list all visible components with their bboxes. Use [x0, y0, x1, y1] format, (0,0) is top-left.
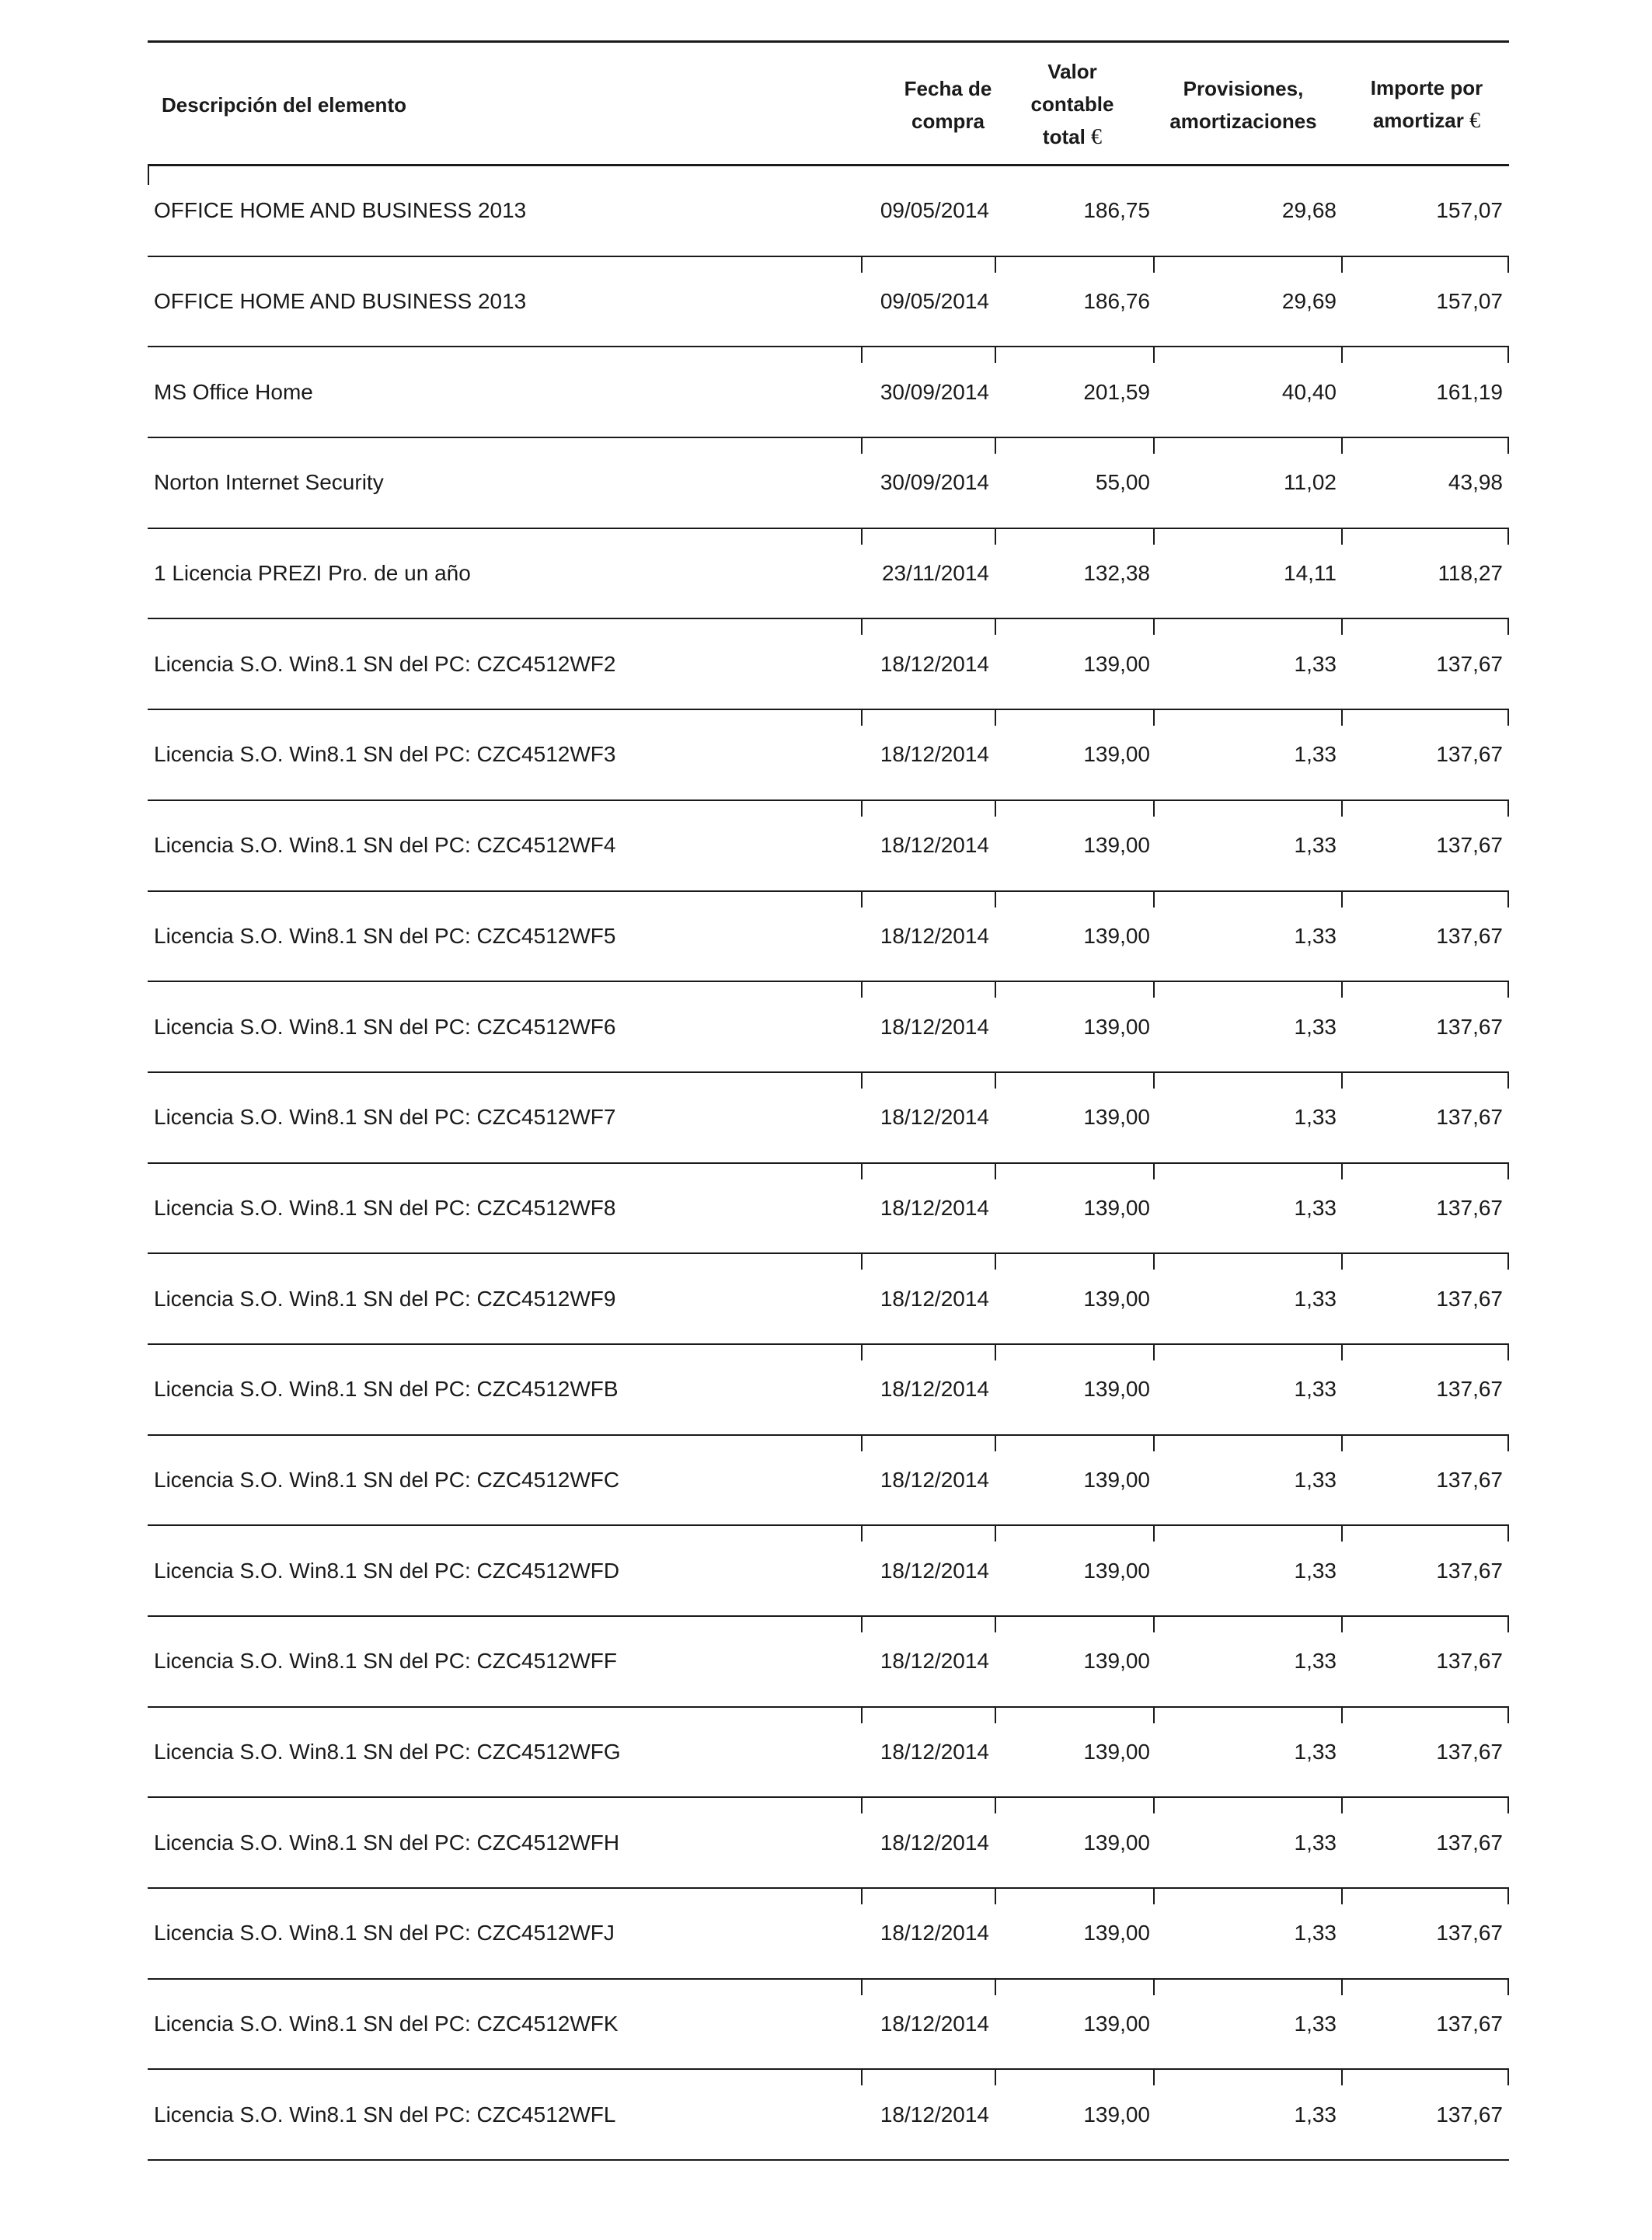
cell-pending: 137,67 — [1436, 1467, 1503, 1492]
cell-book-value: 139,00 — [1083, 2102, 1150, 2127]
cell-pending: 137,67 — [1436, 1830, 1503, 1855]
column-tick — [861, 1254, 863, 1270]
column-tick — [1153, 347, 1155, 363]
column-tick — [1153, 1164, 1155, 1179]
column-tick — [1153, 1708, 1155, 1723]
cell-description: Licencia S.O. Win8.1 SN del PC: CZC4512WFH — [154, 1830, 620, 1855]
column-tick — [1153, 982, 1155, 998]
cell-book-value: 139,00 — [1083, 1014, 1150, 1039]
cell-pending: 137,67 — [1436, 1649, 1503, 1674]
asset-table — [148, 40, 1509, 2161]
cell-purchase-date: 18/12/2014 — [880, 2102, 989, 2127]
table-row — [148, 1798, 1509, 1889]
cell-description: OFFICE HOME AND BUSINESS 2013 — [154, 289, 527, 314]
column-tick — [1341, 892, 1343, 907]
column-tick — [1341, 438, 1343, 454]
column-tick — [1153, 1526, 1155, 1542]
column-tick — [861, 257, 863, 273]
header-purchase-date: Fecha de compra — [904, 76, 992, 133]
column-tick — [1341, 1073, 1343, 1089]
cell-description: Licencia S.O. Win8.1 SN del PC: CZC4512WFG — [154, 1740, 621, 1764]
cell-provisions: 1,33 — [1294, 1105, 1337, 1130]
column-tick — [1507, 801, 1509, 817]
cell-purchase-date: 18/12/2014 — [880, 1558, 989, 1583]
table-row — [148, 619, 1509, 710]
column-tick — [1153, 619, 1155, 635]
cell-purchase-date: 09/05/2014 — [880, 289, 989, 314]
cell-purchase-date: 18/12/2014 — [880, 1195, 989, 1220]
header-book-value: Valor contable total € — [1030, 60, 1114, 149]
column-tick — [1341, 347, 1343, 363]
table-row — [148, 892, 1509, 983]
column-tick — [995, 1617, 996, 1632]
column-tick — [1341, 619, 1343, 635]
cell-purchase-date: 18/12/2014 — [880, 1014, 989, 1039]
cell-book-value: 139,00 — [1083, 1467, 1150, 1492]
cell-description: 1 Licencia PREZI Pro. de un año — [154, 561, 471, 586]
table-row — [148, 347, 1509, 438]
column-tick — [1507, 1798, 1509, 1813]
column-tick — [861, 1164, 863, 1179]
column-tick — [1341, 2070, 1343, 2085]
cell-book-value: 139,00 — [1083, 1649, 1150, 1674]
column-tick — [861, 438, 863, 454]
column-tick — [861, 1889, 863, 1904]
column-tick — [1507, 1254, 1509, 1270]
cell-purchase-date: 18/12/2014 — [880, 1105, 989, 1130]
column-tick — [861, 2070, 863, 2085]
cell-provisions: 40,40 — [1281, 379, 1337, 404]
column-tick — [995, 1254, 996, 1270]
cell-purchase-date: 18/12/2014 — [880, 1740, 989, 1764]
column-tick — [1341, 1526, 1343, 1542]
cell-description: MS Office Home — [154, 379, 313, 404]
cell-description: Licencia S.O. Win8.1 SN del PC: CZC4512WFB — [154, 1377, 619, 1402]
column-tick — [861, 1073, 863, 1089]
cell-pending: 43,98 — [1448, 470, 1503, 495]
table-row — [148, 2070, 1509, 2161]
column-tick — [1507, 1617, 1509, 1632]
column-tick — [1507, 982, 1509, 998]
cell-purchase-date: 09/05/2014 — [880, 198, 989, 223]
column-tick — [861, 1980, 863, 1995]
euro-symbol: € — [1091, 125, 1103, 149]
table-body — [148, 166, 1509, 2161]
table-row — [148, 710, 1509, 801]
column-tick — [1507, 1708, 1509, 1723]
cell-purchase-date: 18/12/2014 — [880, 923, 989, 948]
column-tick — [861, 529, 863, 545]
column-tick — [861, 892, 863, 907]
column-tick — [995, 347, 996, 363]
cell-provisions: 1,33 — [1294, 1014, 1337, 1039]
cell-book-value: 139,00 — [1083, 651, 1150, 676]
cell-book-value: 139,00 — [1083, 742, 1150, 767]
table-row — [148, 1617, 1509, 1708]
cell-provisions: 1,33 — [1294, 1830, 1337, 1855]
cell-purchase-date: 18/12/2014 — [880, 1921, 989, 1946]
cell-book-value: 139,00 — [1083, 1105, 1150, 1130]
cell-purchase-date: 18/12/2014 — [880, 1377, 989, 1402]
cell-pending: 137,67 — [1436, 1921, 1503, 1946]
cell-provisions: 1,33 — [1294, 1649, 1337, 1674]
table-row — [148, 1164, 1509, 1255]
column-tick — [1341, 801, 1343, 817]
table-row — [148, 982, 1509, 1073]
column-tick — [1507, 619, 1509, 635]
cell-book-value: 139,00 — [1083, 923, 1150, 948]
cell-pending: 137,67 — [1436, 651, 1503, 676]
column-tick — [1341, 1889, 1343, 1904]
header-pending: Importe por amortizar € — [1370, 76, 1483, 133]
column-tick — [861, 619, 863, 635]
column-tick — [1153, 438, 1155, 454]
cell-book-value: 132,38 — [1083, 561, 1150, 586]
cell-purchase-date: 18/12/2014 — [880, 1286, 989, 1311]
cell-provisions: 1,33 — [1294, 1921, 1337, 1946]
column-tick — [1507, 710, 1509, 726]
cell-purchase-date: 18/12/2014 — [880, 1830, 989, 1855]
table-row — [148, 166, 1509, 257]
column-tick — [995, 2070, 996, 2085]
cell-description: Licencia S.O. Win8.1 SN del PC: CZC4512WF2 — [154, 651, 616, 676]
cell-pending: 137,67 — [1436, 1286, 1503, 1311]
cell-book-value: 201,59 — [1083, 379, 1150, 404]
column-tick — [861, 347, 863, 363]
cell-description: Licencia S.O. Win8.1 SN del PC: CZC4512WFJ — [154, 1921, 615, 1946]
column-tick — [1341, 1436, 1343, 1451]
column-tick — [1507, 1164, 1509, 1179]
cell-provisions: 11,02 — [1284, 470, 1337, 495]
cell-book-value: 139,00 — [1083, 1740, 1150, 1764]
column-tick — [1341, 257, 1343, 273]
cell-provisions: 1,33 — [1294, 1740, 1337, 1764]
column-tick — [1341, 710, 1343, 726]
column-tick — [995, 1073, 996, 1089]
cell-pending: 137,67 — [1436, 1014, 1503, 1039]
cell-book-value: 186,75 — [1083, 198, 1150, 223]
cell-pending: 137,67 — [1436, 1105, 1503, 1130]
table-row — [148, 1073, 1509, 1164]
cell-provisions: 29,69 — [1281, 289, 1337, 314]
cell-provisions: 14,11 — [1284, 561, 1337, 586]
row-corner-mark — [148, 166, 149, 185]
table-row — [148, 257, 1509, 348]
cell-description: Licencia S.O. Win8.1 SN del PC: CZC4512WF6 — [154, 1014, 616, 1039]
cell-description: Licencia S.O. Win8.1 SN del PC: CZC4512WF8 — [154, 1195, 616, 1220]
column-tick — [995, 1980, 996, 1995]
column-tick — [861, 982, 863, 998]
column-tick — [1153, 1345, 1155, 1360]
column-tick — [1507, 257, 1509, 273]
table-row — [148, 1526, 1509, 1617]
cell-description: Licencia S.O. Win8.1 SN del PC: CZC4512WF9 — [154, 1286, 616, 1311]
cell-description: OFFICE HOME AND BUSINESS 2013 — [154, 198, 527, 223]
column-tick — [1153, 1980, 1155, 1995]
column-tick — [1341, 982, 1343, 998]
cell-purchase-date: 18/12/2014 — [880, 742, 989, 767]
cell-purchase-date: 30/09/2014 — [880, 379, 989, 404]
cell-book-value: 139,00 — [1083, 1830, 1150, 1855]
column-tick — [1507, 1980, 1509, 1995]
column-tick — [995, 1889, 996, 1904]
cell-book-value: 139,00 — [1083, 2012, 1150, 2036]
cell-provisions: 1,33 — [1294, 1195, 1337, 1220]
cell-provisions: 1,33 — [1294, 1377, 1337, 1402]
column-tick — [861, 1617, 863, 1632]
cell-description: Licencia S.O. Win8.1 SN del PC: CZC4512WFF — [154, 1649, 617, 1674]
column-tick — [995, 257, 996, 273]
cell-pending: 161,19 — [1436, 379, 1503, 404]
column-tick — [1153, 710, 1155, 726]
cell-purchase-date: 23/11/2014 — [881, 561, 989, 586]
column-tick — [1153, 892, 1155, 907]
column-tick — [1507, 892, 1509, 907]
cell-description: Licencia S.O. Win8.1 SN del PC: CZC4512WF7 — [154, 1105, 616, 1130]
column-tick — [861, 1345, 863, 1360]
table-row — [148, 1436, 1509, 1527]
column-tick — [861, 1526, 863, 1542]
column-tick — [1341, 1254, 1343, 1270]
cell-provisions: 1,33 — [1294, 651, 1337, 676]
column-tick — [995, 1526, 996, 1542]
column-tick — [861, 710, 863, 726]
column-tick — [995, 1164, 996, 1179]
cell-provisions: 1,33 — [1294, 2012, 1337, 2036]
table-header — [148, 40, 1509, 166]
cell-description: Licencia S.O. Win8.1 SN del PC: CZC4512WFD — [154, 1558, 620, 1583]
cell-pending: 157,07 — [1436, 198, 1503, 223]
column-tick — [995, 710, 996, 726]
column-tick — [861, 1708, 863, 1723]
column-tick — [1153, 1254, 1155, 1270]
cell-book-value: 139,00 — [1083, 1286, 1150, 1311]
cell-pending: 137,67 — [1436, 2102, 1503, 2127]
column-tick — [1507, 529, 1509, 545]
cell-description: Licencia S.O. Win8.1 SN del PC: CZC4512WF5 — [154, 923, 616, 948]
column-tick — [995, 619, 996, 635]
cell-book-value: 139,00 — [1083, 833, 1150, 858]
column-tick — [861, 801, 863, 817]
cell-pending: 137,67 — [1436, 1740, 1503, 1764]
table-row — [148, 1980, 1509, 2071]
column-tick — [1507, 347, 1509, 363]
column-tick — [861, 1798, 863, 1813]
cell-pending: 118,27 — [1438, 561, 1503, 586]
cell-purchase-date: 18/12/2014 — [880, 2012, 989, 2036]
euro-symbol: € — [1469, 109, 1481, 133]
column-tick — [1153, 257, 1155, 273]
column-tick — [995, 982, 996, 998]
column-tick — [995, 438, 996, 454]
cell-pending: 137,67 — [1436, 742, 1503, 767]
cell-book-value: 55,00 — [1095, 470, 1150, 495]
table-row — [148, 801, 1509, 892]
column-tick — [1507, 1345, 1509, 1360]
cell-book-value: 139,00 — [1083, 1921, 1150, 1946]
column-tick — [1507, 1889, 1509, 1904]
table-row — [148, 1345, 1509, 1436]
cell-book-value: 139,00 — [1083, 1195, 1150, 1220]
column-tick — [1507, 438, 1509, 454]
column-tick — [995, 529, 996, 545]
cell-book-value: 186,76 — [1083, 289, 1150, 314]
cell-pending: 137,67 — [1436, 1195, 1503, 1220]
table-row — [148, 438, 1509, 529]
header-description: Descripción del elemento — [162, 92, 406, 117]
column-tick — [1341, 1617, 1343, 1632]
cell-description: Licencia S.O. Win8.1 SN del PC: CZC4512WF3 — [154, 742, 616, 767]
cell-purchase-date: 18/12/2014 — [880, 1467, 989, 1492]
column-tick — [1507, 2070, 1509, 2085]
column-tick — [995, 1345, 996, 1360]
column-tick — [1153, 1889, 1155, 1904]
cell-description: Licencia S.O. Win8.1 SN del PC: CZC4512WF4 — [154, 833, 616, 858]
cell-provisions: 1,33 — [1294, 923, 1337, 948]
cell-description: Licencia S.O. Win8.1 SN del PC: CZC4512WFC — [154, 1467, 620, 1492]
table-row — [148, 1254, 1509, 1345]
cell-book-value: 139,00 — [1083, 1377, 1150, 1402]
cell-provisions: 1,33 — [1294, 833, 1337, 858]
column-tick — [1341, 1980, 1343, 1995]
cell-provisions: 29,68 — [1281, 198, 1337, 223]
column-tick — [861, 1436, 863, 1451]
table-row — [148, 1889, 1509, 1980]
cell-provisions: 1,33 — [1294, 1286, 1337, 1311]
header-provisions: Provisiones, amortizaciones — [1169, 76, 1317, 133]
cell-pending: 157,07 — [1436, 289, 1503, 314]
cell-description: Norton Internet Security — [154, 470, 384, 495]
cell-purchase-date: 18/12/2014 — [880, 651, 989, 676]
cell-pending: 137,67 — [1436, 1558, 1503, 1583]
column-tick — [995, 1436, 996, 1451]
cell-purchase-date: 18/12/2014 — [880, 1649, 989, 1674]
column-tick — [1341, 1708, 1343, 1723]
column-tick — [995, 1708, 996, 1723]
column-tick — [1153, 1436, 1155, 1451]
cell-pending: 137,67 — [1436, 923, 1503, 948]
column-tick — [1153, 801, 1155, 817]
column-tick — [1341, 1345, 1343, 1360]
column-tick — [1153, 1798, 1155, 1813]
table-row — [148, 1708, 1509, 1799]
cell-provisions: 1,33 — [1294, 742, 1337, 767]
cell-purchase-date: 18/12/2014 — [880, 833, 989, 858]
column-tick — [1153, 1617, 1155, 1632]
cell-provisions: 1,33 — [1294, 2102, 1337, 2127]
column-tick — [1341, 1164, 1343, 1179]
column-tick — [1153, 529, 1155, 545]
column-tick — [995, 1798, 996, 1813]
column-tick — [1341, 529, 1343, 545]
cell-description: Licencia S.O. Win8.1 SN del PC: CZC4512WFL — [154, 2102, 616, 2127]
column-tick — [1153, 2070, 1155, 2085]
column-tick — [1153, 1073, 1155, 1089]
column-tick — [1507, 1073, 1509, 1089]
cell-provisions: 1,33 — [1294, 1467, 1337, 1492]
cell-purchase-date: 30/09/2014 — [880, 470, 989, 495]
table-row — [148, 529, 1509, 620]
column-tick — [1507, 1526, 1509, 1542]
column-tick — [995, 892, 996, 907]
cell-pending: 137,67 — [1436, 1377, 1503, 1402]
column-tick — [1507, 1436, 1509, 1451]
cell-book-value: 139,00 — [1083, 1558, 1150, 1583]
cell-provisions: 1,33 — [1294, 1558, 1337, 1583]
cell-pending: 137,67 — [1436, 2012, 1503, 2036]
column-tick — [995, 801, 996, 817]
cell-description: Licencia S.O. Win8.1 SN del PC: CZC4512WFK — [154, 2012, 619, 2036]
cell-pending: 137,67 — [1436, 833, 1503, 858]
column-tick — [1341, 1798, 1343, 1813]
